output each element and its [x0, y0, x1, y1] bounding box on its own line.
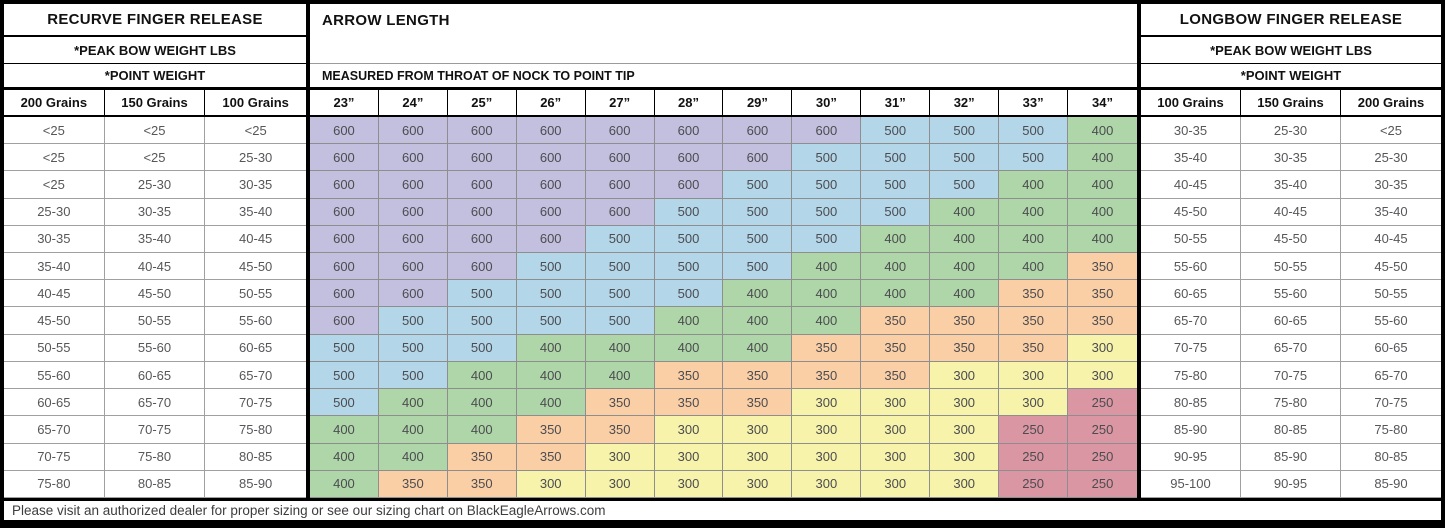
bow-weight-cell: 25-30 [1341, 144, 1441, 171]
spine-cell: 500 [655, 199, 724, 226]
spine-cell: 400 [861, 226, 930, 253]
spine-cell: 350 [930, 307, 999, 334]
footer-note-text: Please visit an authorized dealer for proper sizing or see our sizing chart on BlackEagleArrows.com [12, 503, 606, 519]
spine-cell: 500 [517, 253, 586, 280]
arrow-length-measure-note: MEASURED FROM THROAT OF NOCK TO POINT TIP [310, 64, 1137, 90]
spine-cell: 500 [861, 171, 930, 198]
spine-cell: 350 [1068, 307, 1137, 334]
bow-weight-cell: 40-45 [1241, 199, 1341, 226]
spine-cell: 250 [999, 444, 1068, 471]
bow-weight-cell: 65-70 [205, 362, 306, 389]
bow-weight-cell: 50-55 [105, 307, 206, 334]
spine-cell: 600 [310, 199, 379, 226]
spine-cell: 300 [517, 471, 586, 498]
bow-weight-cell: 95-100 [1141, 471, 1241, 498]
spine-cell: 350 [448, 444, 517, 471]
bottom-black-bar [4, 520, 1441, 528]
spine-cell: 350 [379, 471, 448, 498]
spine-cell: 500 [930, 117, 999, 144]
bow-weight-cell: 30-35 [1341, 171, 1441, 198]
spine-cell: 600 [379, 280, 448, 307]
bow-weight-cell: 85-90 [1341, 471, 1441, 498]
spine-cell: 600 [792, 117, 861, 144]
spine-cell: 350 [655, 362, 724, 389]
spine-cell: 600 [379, 171, 448, 198]
spine-cell: 500 [792, 226, 861, 253]
spine-cell: 600 [448, 226, 517, 253]
spine-cell: 400 [999, 253, 1068, 280]
spine-cell: 400 [723, 307, 792, 334]
spine-cell: 600 [310, 144, 379, 171]
bow-weight-cell: 35-40 [4, 253, 105, 280]
bow-weight-cell: 65-70 [1241, 335, 1341, 362]
bow-weight-cell: 25-30 [1241, 117, 1341, 144]
spine-cell: 250 [999, 416, 1068, 443]
spine-cell: 350 [448, 471, 517, 498]
spine-cell: 400 [655, 307, 724, 334]
recurve-point-weight-label: *POINT WEIGHT [4, 64, 306, 90]
arrow-length-column-header: 25” [448, 90, 517, 115]
arrow-length-column-header: 27” [586, 90, 655, 115]
spine-cell: 300 [792, 444, 861, 471]
spine-cell: 350 [586, 416, 655, 443]
spine-cell: 400 [792, 307, 861, 334]
spine-cell: 500 [792, 144, 861, 171]
spine-cell: 400 [1068, 226, 1137, 253]
spine-cell: 350 [1068, 280, 1137, 307]
arrow-length-column-header: 31” [861, 90, 930, 115]
spine-cell: 600 [379, 117, 448, 144]
spine-cell: 400 [861, 280, 930, 307]
spine-cell: 300 [930, 389, 999, 416]
spine-cell: 350 [517, 416, 586, 443]
arrow-length-column-header: 24” [379, 90, 448, 115]
spine-cell: 400 [448, 389, 517, 416]
spine-cell: 500 [310, 362, 379, 389]
spine-cell: 500 [861, 117, 930, 144]
grains-column-header: 200 Grains [1357, 95, 1425, 110]
bow-weight-cell: 35-40 [1241, 171, 1341, 198]
bow-weight-cell: 85-90 [205, 471, 306, 498]
spine-cell: 400 [310, 471, 379, 498]
longbow-column-headers [1141, 90, 1441, 117]
footer-note [4, 498, 1441, 520]
grains-column-header: 100 Grains [1141, 90, 1241, 115]
spine-cell: 600 [517, 117, 586, 144]
bow-weight-cell: 65-70 [1341, 362, 1441, 389]
spine-cell: 400 [930, 253, 999, 280]
spine-cell: 300 [861, 471, 930, 498]
spine-cell: 300 [586, 444, 655, 471]
spine-cell: 300 [586, 471, 655, 498]
bow-weight-cell: <25 [105, 117, 206, 144]
spine-cell: 400 [792, 280, 861, 307]
spine-cell: 400 [310, 416, 379, 443]
spine-cell: 600 [655, 117, 724, 144]
bow-weight-cell: 40-45 [1141, 171, 1241, 198]
bow-weight-cell: 25-30 [105, 171, 206, 198]
spine-cell: 500 [999, 117, 1068, 144]
bow-weight-cell: 35-40 [1341, 199, 1441, 226]
spine-cell: 300 [1068, 335, 1137, 362]
bow-weight-cell: 40-45 [4, 280, 105, 307]
bow-weight-cell: 45-50 [205, 253, 306, 280]
arrow-length-column-header: 34” [1092, 95, 1114, 110]
spine-cell: 350 [655, 389, 724, 416]
spine-cell: 600 [723, 144, 792, 171]
spine-cell: 350 [1068, 253, 1137, 280]
spine-cell: 400 [999, 226, 1068, 253]
bow-weight-cell: 75-80 [205, 416, 306, 443]
bow-weight-cell: 55-60 [205, 307, 306, 334]
spine-cell: 500 [448, 335, 517, 362]
spine-cell: 600 [310, 280, 379, 307]
spine-cell: 500 [723, 199, 792, 226]
bow-weight-cell: <25 [4, 171, 105, 198]
spine-cell: 400 [1068, 144, 1137, 171]
spine-cell: 500 [723, 171, 792, 198]
spine-cell: 350 [792, 335, 861, 362]
spine-cell: 400 [517, 389, 586, 416]
spine-cell: 400 [723, 335, 792, 362]
spine-cell: 500 [792, 171, 861, 198]
bow-weight-cell: 35-40 [105, 226, 206, 253]
spine-cell: 400 [1068, 199, 1137, 226]
bow-weight-cell: 35-40 [205, 199, 306, 226]
grains-column-header: 100 Grains [222, 95, 289, 110]
bow-weight-cell: 70-75 [1241, 362, 1341, 389]
spine-cell: 350 [861, 307, 930, 334]
spine-cell: 600 [379, 144, 448, 171]
bow-weight-cell: 60-65 [1141, 280, 1241, 307]
chart-main-row [4, 4, 1441, 498]
spine-cell: 350 [999, 280, 1068, 307]
spine-cell: 500 [586, 307, 655, 334]
spine-cell: 300 [1068, 362, 1137, 389]
spine-cell: 600 [517, 199, 586, 226]
bow-weight-cell: 50-55 [1141, 226, 1241, 253]
spine-cell: 400 [586, 362, 655, 389]
spine-cell: 500 [379, 362, 448, 389]
bow-weight-cell: 70-75 [105, 416, 206, 443]
spine-cell: 500 [930, 144, 999, 171]
bow-weight-cell: 90-95 [1141, 444, 1241, 471]
recurve-section [4, 4, 306, 498]
bow-weight-cell: 55-60 [1341, 307, 1441, 334]
spine-cell: 250 [999, 471, 1068, 498]
spine-cell: 400 [310, 444, 379, 471]
spine-cell: 500 [861, 144, 930, 171]
longbow-peak-bow-weight-label: *PEAK BOW WEIGHT LBS [1141, 37, 1441, 64]
spine-cell: 500 [930, 171, 999, 198]
arrow-length-column-header: 28” [655, 90, 724, 115]
bow-weight-cell: 50-55 [205, 280, 306, 307]
spine-cell: 600 [448, 144, 517, 171]
bow-weight-cell: 75-80 [105, 444, 206, 471]
bow-weight-cell: 45-50 [4, 307, 105, 334]
spine-cell: 300 [723, 444, 792, 471]
spine-cell: 500 [310, 335, 379, 362]
spine-cell: 400 [655, 335, 724, 362]
bow-weight-cell: 90-95 [1241, 471, 1341, 498]
spine-cell: 500 [448, 280, 517, 307]
spine-cell: 400 [930, 280, 999, 307]
spine-cell: 600 [448, 199, 517, 226]
bow-weight-cell: <25 [105, 144, 206, 171]
spine-cell: 400 [792, 253, 861, 280]
spine-cell: 500 [999, 144, 1068, 171]
arrow-length-title: ARROW LENGTH [310, 4, 1137, 64]
bow-weight-cell: <25 [4, 144, 105, 171]
bow-weight-cell: 80-85 [1241, 416, 1341, 443]
bow-weight-cell: 55-60 [1141, 253, 1241, 280]
spine-cell: 500 [655, 280, 724, 307]
bow-weight-cell: 80-85 [205, 444, 306, 471]
bow-weight-cell: 50-55 [4, 335, 105, 362]
bow-weight-cell: 75-80 [4, 471, 105, 498]
spine-cell: 500 [655, 253, 724, 280]
spine-cell: 600 [655, 171, 724, 198]
spine-cell: 500 [586, 253, 655, 280]
spine-cell: 300 [999, 389, 1068, 416]
bow-weight-cell: 30-35 [105, 199, 206, 226]
spine-cell: 250 [1068, 444, 1137, 471]
spine-cell: 400 [379, 444, 448, 471]
longbow-section-title: LONGBOW FINGER RELEASE [1141, 4, 1441, 37]
bow-weight-cell: 45-50 [105, 280, 206, 307]
bow-weight-cell: 65-70 [105, 389, 206, 416]
bow-weight-cell: 70-75 [1141, 335, 1241, 362]
spine-cell: 300 [999, 362, 1068, 389]
bow-weight-cell: 60-65 [4, 389, 105, 416]
longbow-point-weight-label: *POINT WEIGHT [1141, 64, 1441, 90]
spine-cell: 600 [517, 226, 586, 253]
spine-cell: 350 [723, 389, 792, 416]
spine-cell: 400 [448, 416, 517, 443]
bow-weight-cell: 80-85 [105, 471, 206, 498]
spine-cell: 300 [861, 444, 930, 471]
bow-weight-cell: 70-75 [1341, 389, 1441, 416]
spine-cell: 500 [448, 307, 517, 334]
bow-weight-cell: 45-50 [1141, 199, 1241, 226]
spine-cell: 600 [310, 226, 379, 253]
spine-cell: 300 [655, 416, 724, 443]
spine-cell: 600 [723, 117, 792, 144]
bow-weight-cell: 25-30 [4, 199, 105, 226]
arrow-length-column-header: 26” [517, 90, 586, 115]
recurve-weight-table [4, 117, 306, 498]
bow-weight-cell: 35-40 [1141, 144, 1241, 171]
spine-cell: 300 [792, 389, 861, 416]
arrow-length-section [306, 4, 1141, 498]
spine-cell: 600 [448, 117, 517, 144]
spine-cell: 500 [586, 280, 655, 307]
spine-cell: 300 [655, 444, 724, 471]
arrow-length-column-headers [310, 90, 1137, 117]
spine-cell: 600 [655, 144, 724, 171]
bow-weight-cell: 55-60 [4, 362, 105, 389]
spine-cell: 600 [448, 253, 517, 280]
spine-cell: 500 [723, 253, 792, 280]
recurve-column-headers [4, 90, 306, 117]
spine-cell: 400 [861, 253, 930, 280]
spine-cell: 350 [792, 362, 861, 389]
spine-cell: 350 [723, 362, 792, 389]
spine-cell: 400 [930, 199, 999, 226]
spine-cell: 500 [792, 199, 861, 226]
spine-cell: 350 [999, 307, 1068, 334]
spine-cell: 300 [861, 389, 930, 416]
bow-weight-cell: 25-30 [205, 144, 306, 171]
grains-column-header: 150 Grains [105, 90, 206, 115]
spine-cell: 600 [586, 199, 655, 226]
spine-cell: 300 [792, 471, 861, 498]
spine-cell: 600 [517, 171, 586, 198]
bow-weight-cell: 45-50 [1341, 253, 1441, 280]
spine-cell: 400 [999, 199, 1068, 226]
bow-weight-cell: 30-35 [1141, 117, 1241, 144]
bow-weight-cell: 65-70 [4, 416, 105, 443]
recurve-section-title: RECURVE FINGER RELEASE [4, 4, 306, 37]
spine-cell: 500 [379, 307, 448, 334]
bow-weight-cell: 80-85 [1141, 389, 1241, 416]
spine-cell: 400 [1068, 171, 1137, 198]
spine-cell: 350 [517, 444, 586, 471]
spine-cell: 350 [861, 335, 930, 362]
arrow-length-column-header: 30” [792, 90, 861, 115]
longbow-section [1141, 4, 1441, 498]
bow-weight-cell: 50-55 [1241, 253, 1341, 280]
bow-weight-cell: 85-90 [1241, 444, 1341, 471]
bow-weight-cell: 55-60 [1241, 280, 1341, 307]
bow-weight-cell: <25 [205, 117, 306, 144]
longbow-weight-table [1141, 117, 1441, 498]
spine-cell: 400 [379, 416, 448, 443]
bow-weight-cell: 60-65 [205, 335, 306, 362]
spine-cell: 300 [930, 416, 999, 443]
spine-cell: 300 [655, 471, 724, 498]
spine-cell: 600 [586, 144, 655, 171]
spine-cell: 350 [586, 389, 655, 416]
spine-cell: 600 [586, 171, 655, 198]
spine-cell: 350 [861, 362, 930, 389]
bow-weight-cell: 60-65 [1341, 335, 1441, 362]
spine-cell: 500 [517, 280, 586, 307]
bow-weight-cell: 40-45 [105, 253, 206, 280]
arrow-length-column-header: 33” [999, 90, 1068, 115]
bow-weight-cell: 75-80 [1241, 389, 1341, 416]
spine-cell: 600 [379, 253, 448, 280]
bow-weight-cell: 30-35 [4, 226, 105, 253]
spine-cell: 500 [310, 389, 379, 416]
spine-cell: 300 [930, 362, 999, 389]
bow-weight-cell: 45-50 [1241, 226, 1341, 253]
spine-value-grid [310, 117, 1137, 498]
spine-cell: 300 [861, 416, 930, 443]
spine-cell: 300 [930, 471, 999, 498]
spine-cell: 600 [310, 171, 379, 198]
spine-cell: 400 [517, 362, 586, 389]
arrow-length-column-header: 23” [310, 90, 379, 115]
arrow-length-column-header: 29” [723, 90, 792, 115]
spine-cell: 600 [379, 226, 448, 253]
spine-cell: 500 [379, 335, 448, 362]
spine-cell: 600 [517, 144, 586, 171]
spine-cell: 350 [930, 335, 999, 362]
bow-weight-cell: 65-70 [1141, 307, 1241, 334]
bow-weight-cell: 30-35 [1241, 144, 1341, 171]
bow-weight-cell: 30-35 [205, 171, 306, 198]
spine-cell: 350 [999, 335, 1068, 362]
spine-cell: 400 [517, 335, 586, 362]
bow-weight-cell: 80-85 [1341, 444, 1441, 471]
bow-weight-cell: 60-65 [1241, 307, 1341, 334]
bow-weight-cell: 75-80 [1341, 416, 1441, 443]
spine-cell: 250 [1068, 416, 1137, 443]
bow-weight-cell: 60-65 [105, 362, 206, 389]
spine-cell: 600 [310, 253, 379, 280]
bow-weight-cell: <25 [1341, 117, 1441, 144]
spine-cell: 250 [1068, 389, 1137, 416]
bow-weight-cell: <25 [4, 117, 105, 144]
spine-cell: 300 [723, 416, 792, 443]
bow-weight-cell: 70-75 [205, 389, 306, 416]
spine-cell: 500 [861, 199, 930, 226]
spine-cell: 300 [792, 416, 861, 443]
spine-cell: 600 [379, 199, 448, 226]
bow-weight-cell: 75-80 [1141, 362, 1241, 389]
spine-cell: 400 [379, 389, 448, 416]
spine-cell: 600 [310, 117, 379, 144]
spine-cell: 400 [448, 362, 517, 389]
spine-cell: 400 [723, 280, 792, 307]
bow-weight-cell: 40-45 [205, 226, 306, 253]
spine-cell: 600 [448, 171, 517, 198]
bow-weight-cell: 85-90 [1141, 416, 1241, 443]
spine-cell: 600 [586, 117, 655, 144]
spine-cell: 300 [723, 471, 792, 498]
bow-weight-cell: 70-75 [4, 444, 105, 471]
grains-column-header: 200 Grains [4, 90, 105, 115]
spine-cell: 250 [1068, 471, 1137, 498]
spine-cell: 500 [723, 226, 792, 253]
spine-cell: 300 [930, 444, 999, 471]
arrow-length-column-header: 32” [930, 90, 999, 115]
recurve-peak-bow-weight-label: *PEAK BOW WEIGHT LBS [4, 37, 306, 64]
spine-cell: 600 [310, 307, 379, 334]
spine-cell: 400 [586, 335, 655, 362]
spine-cell: 400 [1068, 117, 1137, 144]
spine-cell: 500 [586, 226, 655, 253]
bow-weight-cell: 50-55 [1341, 280, 1441, 307]
spine-cell: 500 [655, 226, 724, 253]
spine-cell: 400 [930, 226, 999, 253]
spine-cell: 500 [517, 307, 586, 334]
bow-weight-cell: 55-60 [105, 335, 206, 362]
grains-column-header: 150 Grains [1241, 90, 1341, 115]
spine-cell: 400 [999, 171, 1068, 198]
bow-weight-cell: 40-45 [1341, 226, 1441, 253]
